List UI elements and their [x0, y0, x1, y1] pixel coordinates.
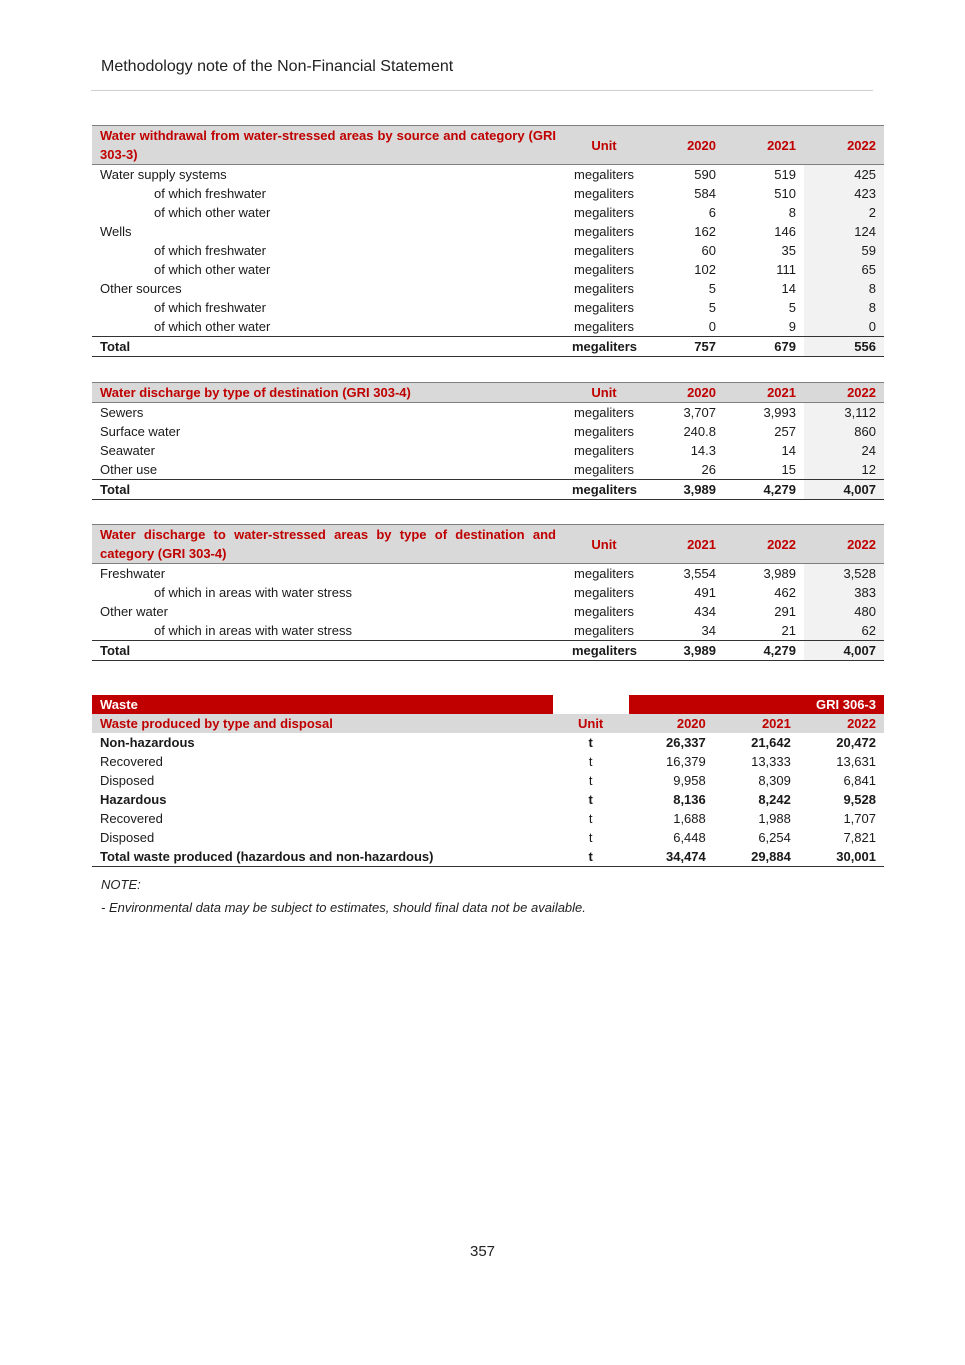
row-value: 423	[804, 184, 884, 203]
row-value: 14	[781, 281, 796, 296]
row-value: 434	[694, 604, 716, 619]
row-unit: megaliters	[574, 167, 634, 182]
table-row	[92, 165, 884, 185]
row-value: 21	[781, 623, 796, 638]
table-row	[92, 828, 884, 847]
row-label: of which other water	[154, 205, 271, 220]
row-unit: megaliters	[574, 224, 634, 239]
waste-table	[92, 695, 884, 867]
row-label: Disposed	[100, 773, 155, 788]
row-value: 480	[804, 602, 884, 621]
unit-header: Unit	[564, 525, 644, 564]
table-row	[92, 733, 884, 752]
row-value: 13,333	[751, 754, 791, 769]
row-value: 8,309	[758, 773, 791, 788]
row-label: of which in areas with water stress	[154, 623, 352, 638]
row-value: 491	[694, 585, 716, 600]
row-value: 34	[701, 623, 716, 638]
row-unit: megaliters	[574, 424, 634, 439]
table-row	[92, 184, 884, 203]
row-unit: megaliters	[574, 566, 634, 581]
row-value: 291	[774, 604, 796, 619]
note-text: - Environmental data may be subject to estimates, should final data not be available.	[101, 900, 586, 915]
row-value: 24	[804, 441, 884, 460]
row-label: Other water	[100, 604, 168, 619]
row-label: Water supply systems	[100, 167, 227, 182]
gri-code-badge: GRI 306-3	[799, 695, 884, 714]
row-value: 146	[774, 224, 796, 239]
row-unit: megaliters	[574, 186, 634, 201]
row-value: 14.3	[690, 443, 716, 458]
row-value: 519	[774, 167, 796, 182]
row-unit: t	[588, 830, 593, 845]
total-value: 4,279	[724, 480, 804, 500]
total-row	[92, 337, 884, 357]
row-label: of which freshwater	[154, 300, 266, 315]
table-row	[92, 441, 884, 460]
row-value: 26,337	[666, 735, 706, 750]
table-row	[92, 564, 884, 584]
row-value: 860	[804, 422, 884, 441]
row-value: 3,554	[683, 566, 716, 581]
row-value: 9,528	[843, 792, 876, 807]
total-unit: megaliters	[564, 641, 644, 661]
row-value: 16,379	[666, 754, 706, 769]
table-row	[92, 298, 884, 317]
row-label: Hazardous	[100, 792, 167, 807]
page-number: 357	[469, 1243, 496, 1260]
row-value: 5	[708, 300, 716, 315]
row-value: 590	[694, 167, 716, 182]
row-unit: t	[553, 847, 629, 867]
row-value: 102	[694, 262, 716, 277]
table-title: Water discharge to water-stressed areas by type of destination and category (GRI 303-4)	[92, 525, 564, 564]
row-label: Surface water	[100, 424, 181, 439]
table-title: Waste produced by type and disposal	[92, 714, 553, 733]
row-value: 8	[804, 298, 884, 317]
row-label: Wells	[100, 224, 132, 239]
row-unit: t	[588, 754, 593, 769]
year-header: 2021	[644, 525, 724, 564]
table-row	[92, 403, 884, 423]
total-value: 3,989	[644, 480, 724, 500]
row-value: 62	[804, 621, 884, 641]
row-value: 21,642	[751, 735, 791, 750]
row-value: 510	[774, 186, 796, 201]
table-row	[92, 279, 884, 298]
row-value: 383	[804, 583, 884, 602]
total-value: 4,279	[724, 641, 804, 661]
table-row	[92, 771, 884, 790]
table-title: Water discharge by type of destination (GRI 303-4)	[92, 383, 564, 403]
year-header: 2021	[724, 383, 804, 403]
water-discharge-stressed-table	[92, 524, 884, 661]
note-heading: NOTE:	[101, 877, 141, 892]
row-value: 3,528	[804, 564, 884, 584]
row-label: of which other water	[154, 319, 271, 334]
row-value: 5	[708, 281, 716, 296]
table-row	[92, 460, 884, 480]
total-label: Total	[92, 480, 564, 500]
table-row	[92, 752, 884, 771]
row-value: 162	[694, 224, 716, 239]
total-label: Total	[92, 641, 564, 661]
year-header: 2021	[724, 126, 804, 165]
row-unit: t	[588, 792, 593, 807]
row-unit: megaliters	[574, 205, 634, 220]
table-row	[92, 203, 884, 222]
row-value: 0	[708, 319, 716, 334]
row-label: Other use	[100, 462, 158, 477]
year-header: 2022	[804, 126, 884, 165]
row-value: 2	[804, 203, 884, 222]
row-value: 1,988	[758, 811, 791, 826]
total-value: 757	[644, 337, 724, 357]
row-value: 124	[804, 222, 884, 241]
row-value: 34,474	[629, 847, 714, 867]
row-unit: megaliters	[574, 405, 634, 420]
row-label: Seawater	[100, 443, 155, 458]
row-unit: megaliters	[574, 300, 634, 315]
total-value: 4,007	[804, 480, 884, 500]
total-label: Total	[92, 337, 564, 357]
row-value: 65	[804, 260, 884, 279]
row-value: 8	[804, 279, 884, 298]
row-unit: t	[588, 773, 593, 788]
row-label: Sewers	[100, 405, 144, 420]
total-value: 556	[804, 337, 884, 357]
water-discharge-table	[92, 382, 884, 500]
row-unit: megaliters	[574, 443, 634, 458]
year-header: 2021	[714, 714, 799, 733]
row-value: 3,989	[763, 566, 796, 581]
row-label: Freshwater	[100, 566, 166, 581]
row-value: 240.8	[683, 424, 716, 439]
table-row	[92, 222, 884, 241]
row-unit: megaliters	[574, 319, 634, 334]
year-header: 2022	[804, 525, 884, 564]
row-value: 6,841	[843, 773, 876, 788]
unit-header: Unit	[553, 714, 629, 733]
row-unit: megaliters	[574, 585, 634, 600]
row-label: Other sources	[100, 281, 182, 296]
table-row	[92, 422, 884, 441]
table-row	[92, 317, 884, 337]
row-value: 8	[788, 205, 796, 220]
row-label: Recovered	[100, 811, 163, 826]
table-row	[92, 621, 884, 641]
year-header: 2022	[799, 714, 884, 733]
row-label: Non-hazardous	[100, 735, 195, 750]
row-unit: t	[588, 735, 593, 750]
row-value: 7,821	[843, 830, 876, 845]
row-label: Recovered	[100, 754, 163, 769]
row-value: 3,112	[804, 403, 884, 423]
row-value: 12	[804, 460, 884, 480]
row-value: 3,707	[683, 405, 716, 420]
water-withdrawal-table	[92, 125, 884, 357]
row-value: 13,631	[836, 754, 876, 769]
total-value: 679	[724, 337, 804, 357]
total-unit: megaliters	[564, 337, 644, 357]
row-label: Disposed	[100, 830, 155, 845]
total-value: 3,989	[644, 641, 724, 661]
table-row	[92, 241, 884, 260]
row-value: 9	[788, 319, 796, 334]
table-row	[92, 583, 884, 602]
total-row	[92, 641, 884, 661]
table-title: Water withdrawal from water-stressed areas by source and category (GRI 303-3)	[92, 126, 564, 165]
row-value: 6,448	[673, 830, 706, 845]
row-value: 5	[788, 300, 796, 315]
row-value: 14	[781, 443, 796, 458]
row-value: 29,884	[714, 847, 799, 867]
row-value: 1,707	[843, 811, 876, 826]
table-row	[92, 847, 884, 867]
row-value: 425	[804, 165, 884, 185]
page-header-title: Methodology note of the Non-Financial Statement	[101, 58, 454, 75]
row-value: 20,472	[836, 735, 876, 750]
row-unit: megaliters	[574, 281, 634, 296]
year-header: 2020	[644, 383, 724, 403]
row-unit: megaliters	[574, 262, 634, 277]
row-value: 6	[708, 205, 716, 220]
row-label: Total waste produced (hazardous and non-hazardous)	[92, 847, 553, 867]
table-row	[92, 260, 884, 279]
unit-header: Unit	[564, 126, 644, 165]
row-value: 8,136	[673, 792, 706, 807]
row-value: 1,688	[673, 811, 706, 826]
total-value: 4,007	[804, 641, 884, 661]
row-value: 9,958	[673, 773, 706, 788]
row-unit: megaliters	[574, 243, 634, 258]
row-value: 60	[701, 243, 716, 258]
row-label: of which other water	[154, 262, 271, 277]
total-unit: megaliters	[564, 480, 644, 500]
row-label: of which freshwater	[154, 243, 266, 258]
row-unit: megaliters	[574, 462, 634, 477]
row-value: 35	[781, 243, 796, 258]
year-header: 2022	[804, 383, 884, 403]
row-value: 3,993	[763, 405, 796, 420]
row-unit: megaliters	[574, 623, 634, 638]
row-value: 8,242	[758, 792, 791, 807]
unit-header: Unit	[564, 383, 644, 403]
row-value: 15	[781, 462, 796, 477]
header-divider	[91, 90, 873, 91]
row-label: of which in areas with water stress	[154, 585, 352, 600]
row-label: of which freshwater	[154, 186, 266, 201]
row-value: 0	[804, 317, 884, 337]
year-header: 2020	[629, 714, 714, 733]
table-row	[92, 602, 884, 621]
row-value: 584	[694, 186, 716, 201]
row-value: 462	[774, 585, 796, 600]
row-value: 59	[804, 241, 884, 260]
row-unit: t	[588, 811, 593, 826]
row-value: 257	[774, 424, 796, 439]
table-row	[92, 790, 884, 809]
row-unit: megaliters	[574, 604, 634, 619]
waste-section-title: Waste	[92, 695, 553, 714]
row-value: 111	[776, 262, 796, 277]
year-header: 2022	[724, 525, 804, 564]
row-value: 6,254	[758, 830, 791, 845]
table-row	[92, 809, 884, 828]
row-value: 30,001	[799, 847, 884, 867]
total-row	[92, 480, 884, 500]
year-header: 2020	[644, 126, 724, 165]
row-value: 26	[701, 462, 716, 477]
